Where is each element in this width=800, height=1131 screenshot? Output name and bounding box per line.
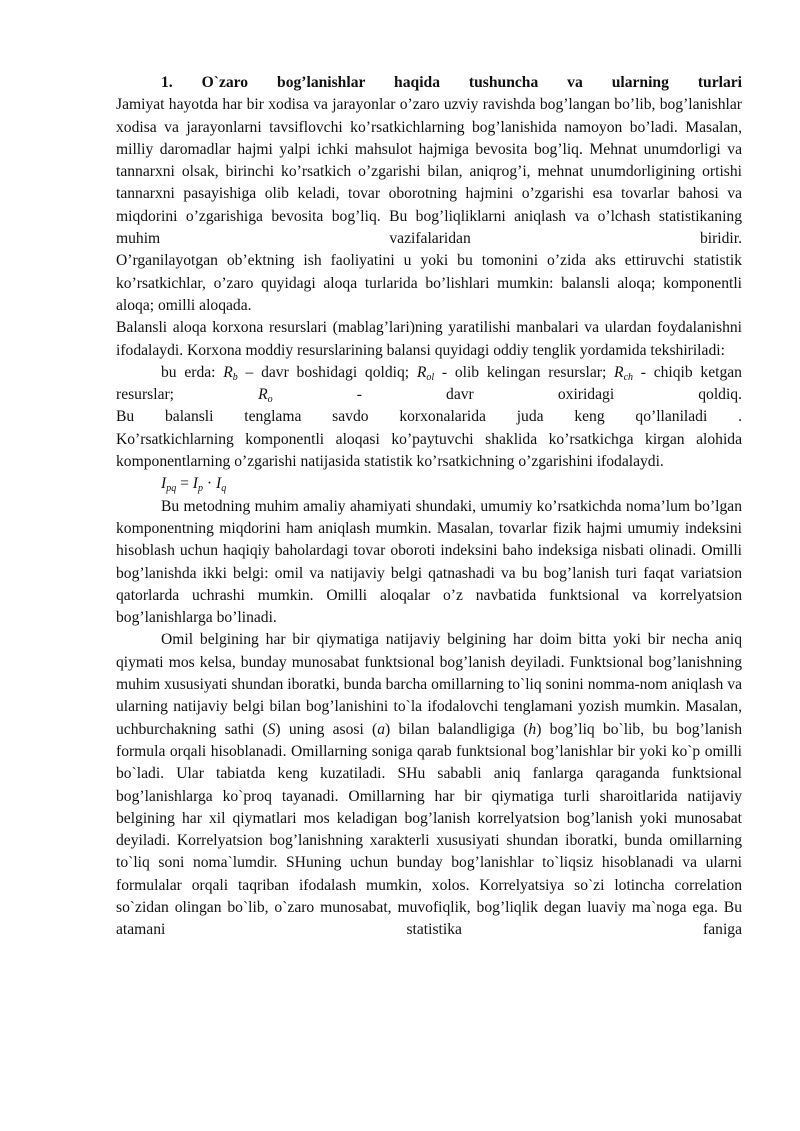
symbol-rch-subscript: ch xyxy=(623,371,634,383)
where-text: - olib kelingan resurslar; xyxy=(434,363,615,381)
where-text: - chiqib ketgan resurslar; xyxy=(116,363,742,404)
symbol-s: S xyxy=(267,720,276,738)
symbol-rol-subscript: ol xyxy=(426,371,435,383)
section-heading xyxy=(116,72,742,94)
formula-subscript: pq xyxy=(166,483,177,495)
paragraph-where-definitions xyxy=(116,362,742,407)
paragraph-functional-correlation xyxy=(116,629,742,941)
where-text: - davr oxiridagi qoldiq. xyxy=(272,386,743,404)
symbol-ro: R xyxy=(258,386,268,404)
where-text: bu erda: xyxy=(161,363,224,381)
formula-equals: = xyxy=(176,475,193,493)
document-page xyxy=(116,72,742,942)
symbol-ro-subscript: o xyxy=(267,394,273,406)
body-text: ) bog’liq bo`lib, bu bog’lanish formula orqali hisoblanadi. Omillarning soniga qarab funktsional bog’lanishlar bir yoki ko`p omilli bo`ladi. Ular tabiatda keng kuzatiladi. SHu sababli aniq fanlarga qaraganda funktsional bog’lanishlarga ko`proq tayanadi. Omillarning har bir qiymatiga turli sharoitlarida natijaviy belgining har xil qiymatlari mos keladigan bog’lanish korrelyatsion bog’lanish yoki munosabat deyiladi. Korrelyatsion bog’lanishning xarakterli xususiyati shundan iboratki, bunda omillarning to`liq soni noma`lumdir. SHuning uchun bunday bog’lanishlar to`liqsiz hisoblanadi va ularni formulalar orqali taqriban ifodalash mumkin, xolos. Korrelyatsiya so`zi lotincha correlation so`zidan olingan bo`lib, o`zaro munosabat, muvofiqlik, bog’liqlik degan luaviy ma`noga ega. Bu atamani statistika faniga xyxy=(116,720,743,939)
body-text: Omil belgining har bir qiymatiga natijaviy belgining har doim bitta yoki bir necha aniq qiymati mos kelsa, bunday munosabat funktsional bog’lanish deyiladi. Funktsional bog’lanishning muhim xususiyati shundan iboratki, bunda barcha omillarning to`liq sonini nomma-nom aniqlash va ularning natijaviy belgi bilan bog’lanishini to`la ifodalovchi tenglamani yozish mumkin. Masalan, uchburchakning sathi ( xyxy=(116,631,742,738)
where-text: – davr boshidagi qoldiq; xyxy=(237,363,417,381)
symbol-h: h xyxy=(528,720,537,738)
formula-symbol: I xyxy=(192,475,198,493)
symbol-rb-subscript: b xyxy=(232,371,238,383)
symbol-rch: R xyxy=(614,363,624,381)
paragraph-interconnections: Jamiyat hayotda har bir xodisa va jarayonlar o’zaro uzviy ravishda bog’langan bo’lib, bog’lanishlar xodisa va jarayonlarni tavsiflovchi ko’rsatkichlarning bog’lanishida namoyon bo’ladi. Masalan, milliy daromadlar hajmi yalpi ichki mahsulot hajmiga bevosita bog’liq. Mehnat unumdorligi va tannarxni olsak, birinchi ko’rsatkich o’zgarishi bilan, aniqrog’i, mehnat unumdorligining ortishi tannarxni pasayishiga olib keladi, tovar oborotning hajmini o’zgarishi esa tovarlar bahosi va miqdorini o’zgarishiga bevosita bog’liq. Bu bog’liqliklarni aniqlash va o’lchash statistikaning muhim vazifalaridan biridir. xyxy=(116,96,742,248)
index-formula xyxy=(116,473,742,495)
formula-multiply: · xyxy=(203,475,216,493)
symbol-a: a xyxy=(377,720,386,738)
paragraph-connection-types: O’rganilayotgan ob’ektning ish faoliyatini u yoki bu tomonini o’zida aks ettiruvchi statistik ko’rsatkichlar, o’zaro quyidagi aloqa turlarida bo’lishlari mumkin: balansli aloqa; komponentli aloqa; omilli aloqada. xyxy=(116,252,742,314)
formula-subscript: p xyxy=(198,483,203,495)
formula-subscript: q xyxy=(221,483,227,495)
paragraph-method-significance: Bu metodning muhim amaliy ahamiyati shundaki, umumiy ko’rsatkichda noma’lum bo’lgan komponentning miqdorini ham aniqlash mumkin. Masalan, tovarlar fizik hajmi umumiy indeksini hisoblash uchun haqiqiy baholardagi tovar oboroti indeksini baho indeksiga nisbati olinadi. Omilli bog’lanishda ikki belgi: omil va natijaviy belgi qatnashadi va bu bog’lanish turi faqat variatsion qatorlarda uchrashi mumkin. Omilli aloqalar o’z navbatida funktsional va korrelyatsion bog’lanishlarga bo’linadi. xyxy=(116,497,742,627)
formula-symbol: I xyxy=(161,475,167,493)
section-heading-text: 1. O`zaro bog’lanishlar haqida tushuncha va ularning turlari xyxy=(161,74,742,91)
symbol-rol: R xyxy=(416,363,427,381)
paragraph-balance-connection: Balansli aloqa korxona resurslari (mablag’lari)ning yaratilishi manbalari va ulardan foydalanishni ifodalaydi. Korxona moddiy resurslarining balansi quyidagi oddiy tenglik yordamida tekshiriladi: xyxy=(116,319,742,359)
body-text: ) bilan balandligiga ( xyxy=(385,720,529,738)
body-text: ) uning asosi ( xyxy=(275,720,378,738)
symbol-rb: R xyxy=(223,363,233,381)
paragraph-component-connection: Ko’rsatkichlarning komponentli aloqasi ko’paytuvchi shaklida ko’rsatkichga kirgan alohida komponentlarning o’zgarishi natijasida statistik ko’rsatkichning o’zgarishini ifodalaydi. xyxy=(116,430,742,471)
formula-symbol: I xyxy=(216,475,222,493)
paragraph-balance-equation-usage: Bu balansli tenglama savdo korxonalarida juda keng qo’llaniladi . xyxy=(116,408,742,426)
